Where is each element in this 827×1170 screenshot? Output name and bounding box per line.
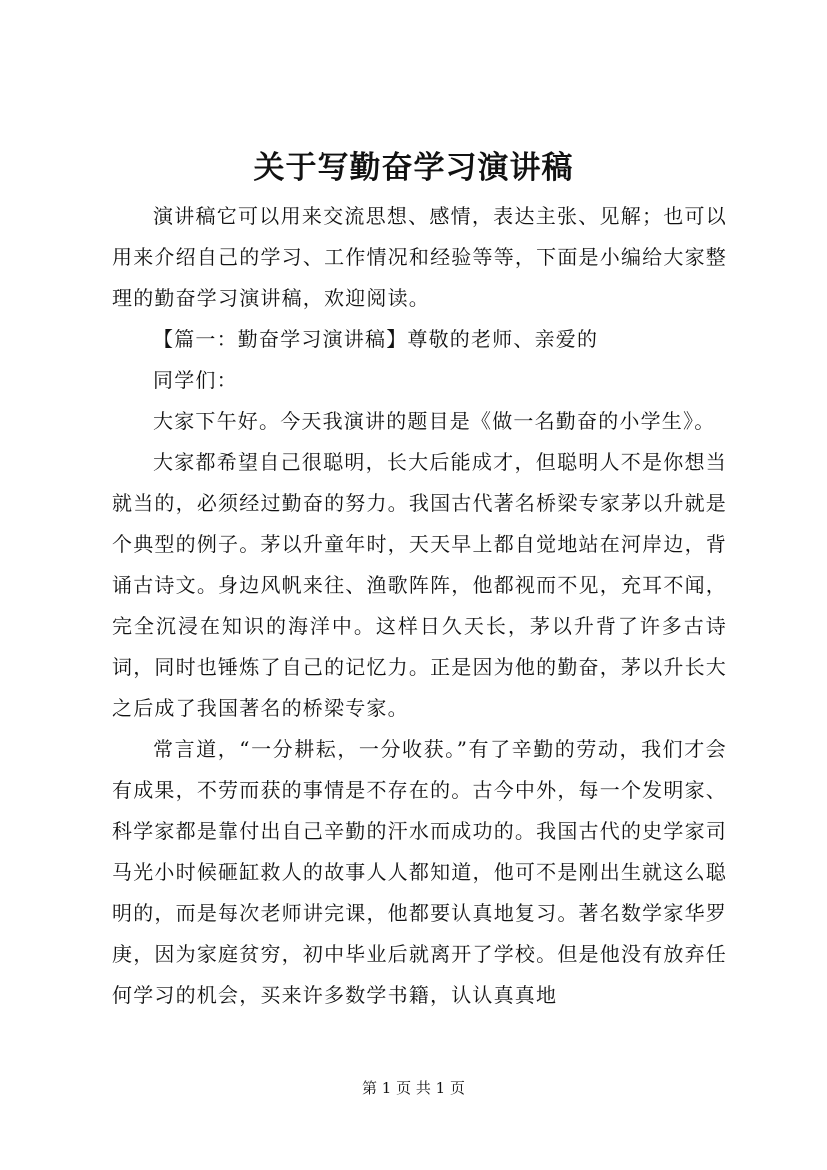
paragraph-hard-work: 常言道，“一分耕耘，一分收获。”有了辛勤的劳动，我们才会有成果，不劳而获的事情是不存在的。古今中外，每一个发明家、科学家都是靠付出自己辛勤的汗水而成功的。我国古代的史学家司马光小时候砸缸救人的故事人人都知道，他可不是刚出生就这么聪明的，而是每次老师讲完课，他都要认真地复习。著名数学家华罗庚，因为家庭贫穷，初中毕业后就离开了学校。但是他没有放弃任何学习的机会，买来许多数学书籍，认认真真地 [112,737,727,1007]
paragraph-section-heading: 【篇一：勤奋学习演讲稿】尊敬的老师、亲爱的 [153,327,599,351]
paragraph-salutation: 同学们： [153,368,238,392]
document-body [112,196,727,1016]
page-footer: 第 1 页 共 1 页 [362,1079,465,1097]
paragraph-example-mao: 大家都希望自己很聪明，长大后能成才，但聪明人不是你想当就当的，必须经过勤奋的努力。我国古代著名桥梁专家茅以升就是个典型的例子。茅以升童年时，天天早上都自觉地站在河岸边，背诵古诗文。身边风帆来往、渔歌阵阵，他都视而不见，充耳不闻，完全沉浸在知识的海洋中。这样日久天长，茅以升背了许多古诗词，同时也锤炼了自己的记忆力。正是因为他的勤奋，茅以升长大之后成了我国著名的桥梁专家。 [112,450,727,720]
paragraph-intro: 演讲稿它可以用来交流思想、感情，表达主张、见解；也可以用来介绍自己的学习、工作情况和经验等等，下面是小编给大家整理的勤奋学习演讲稿，欢迎阅读。 [112,204,727,310]
paragraph-greeting: 大家下午好。今天我演讲的题目是《做一名勤奋的小学生》。 [153,409,716,433]
document-title: 关于写勤奋学习演讲稿 [253,150,574,186]
